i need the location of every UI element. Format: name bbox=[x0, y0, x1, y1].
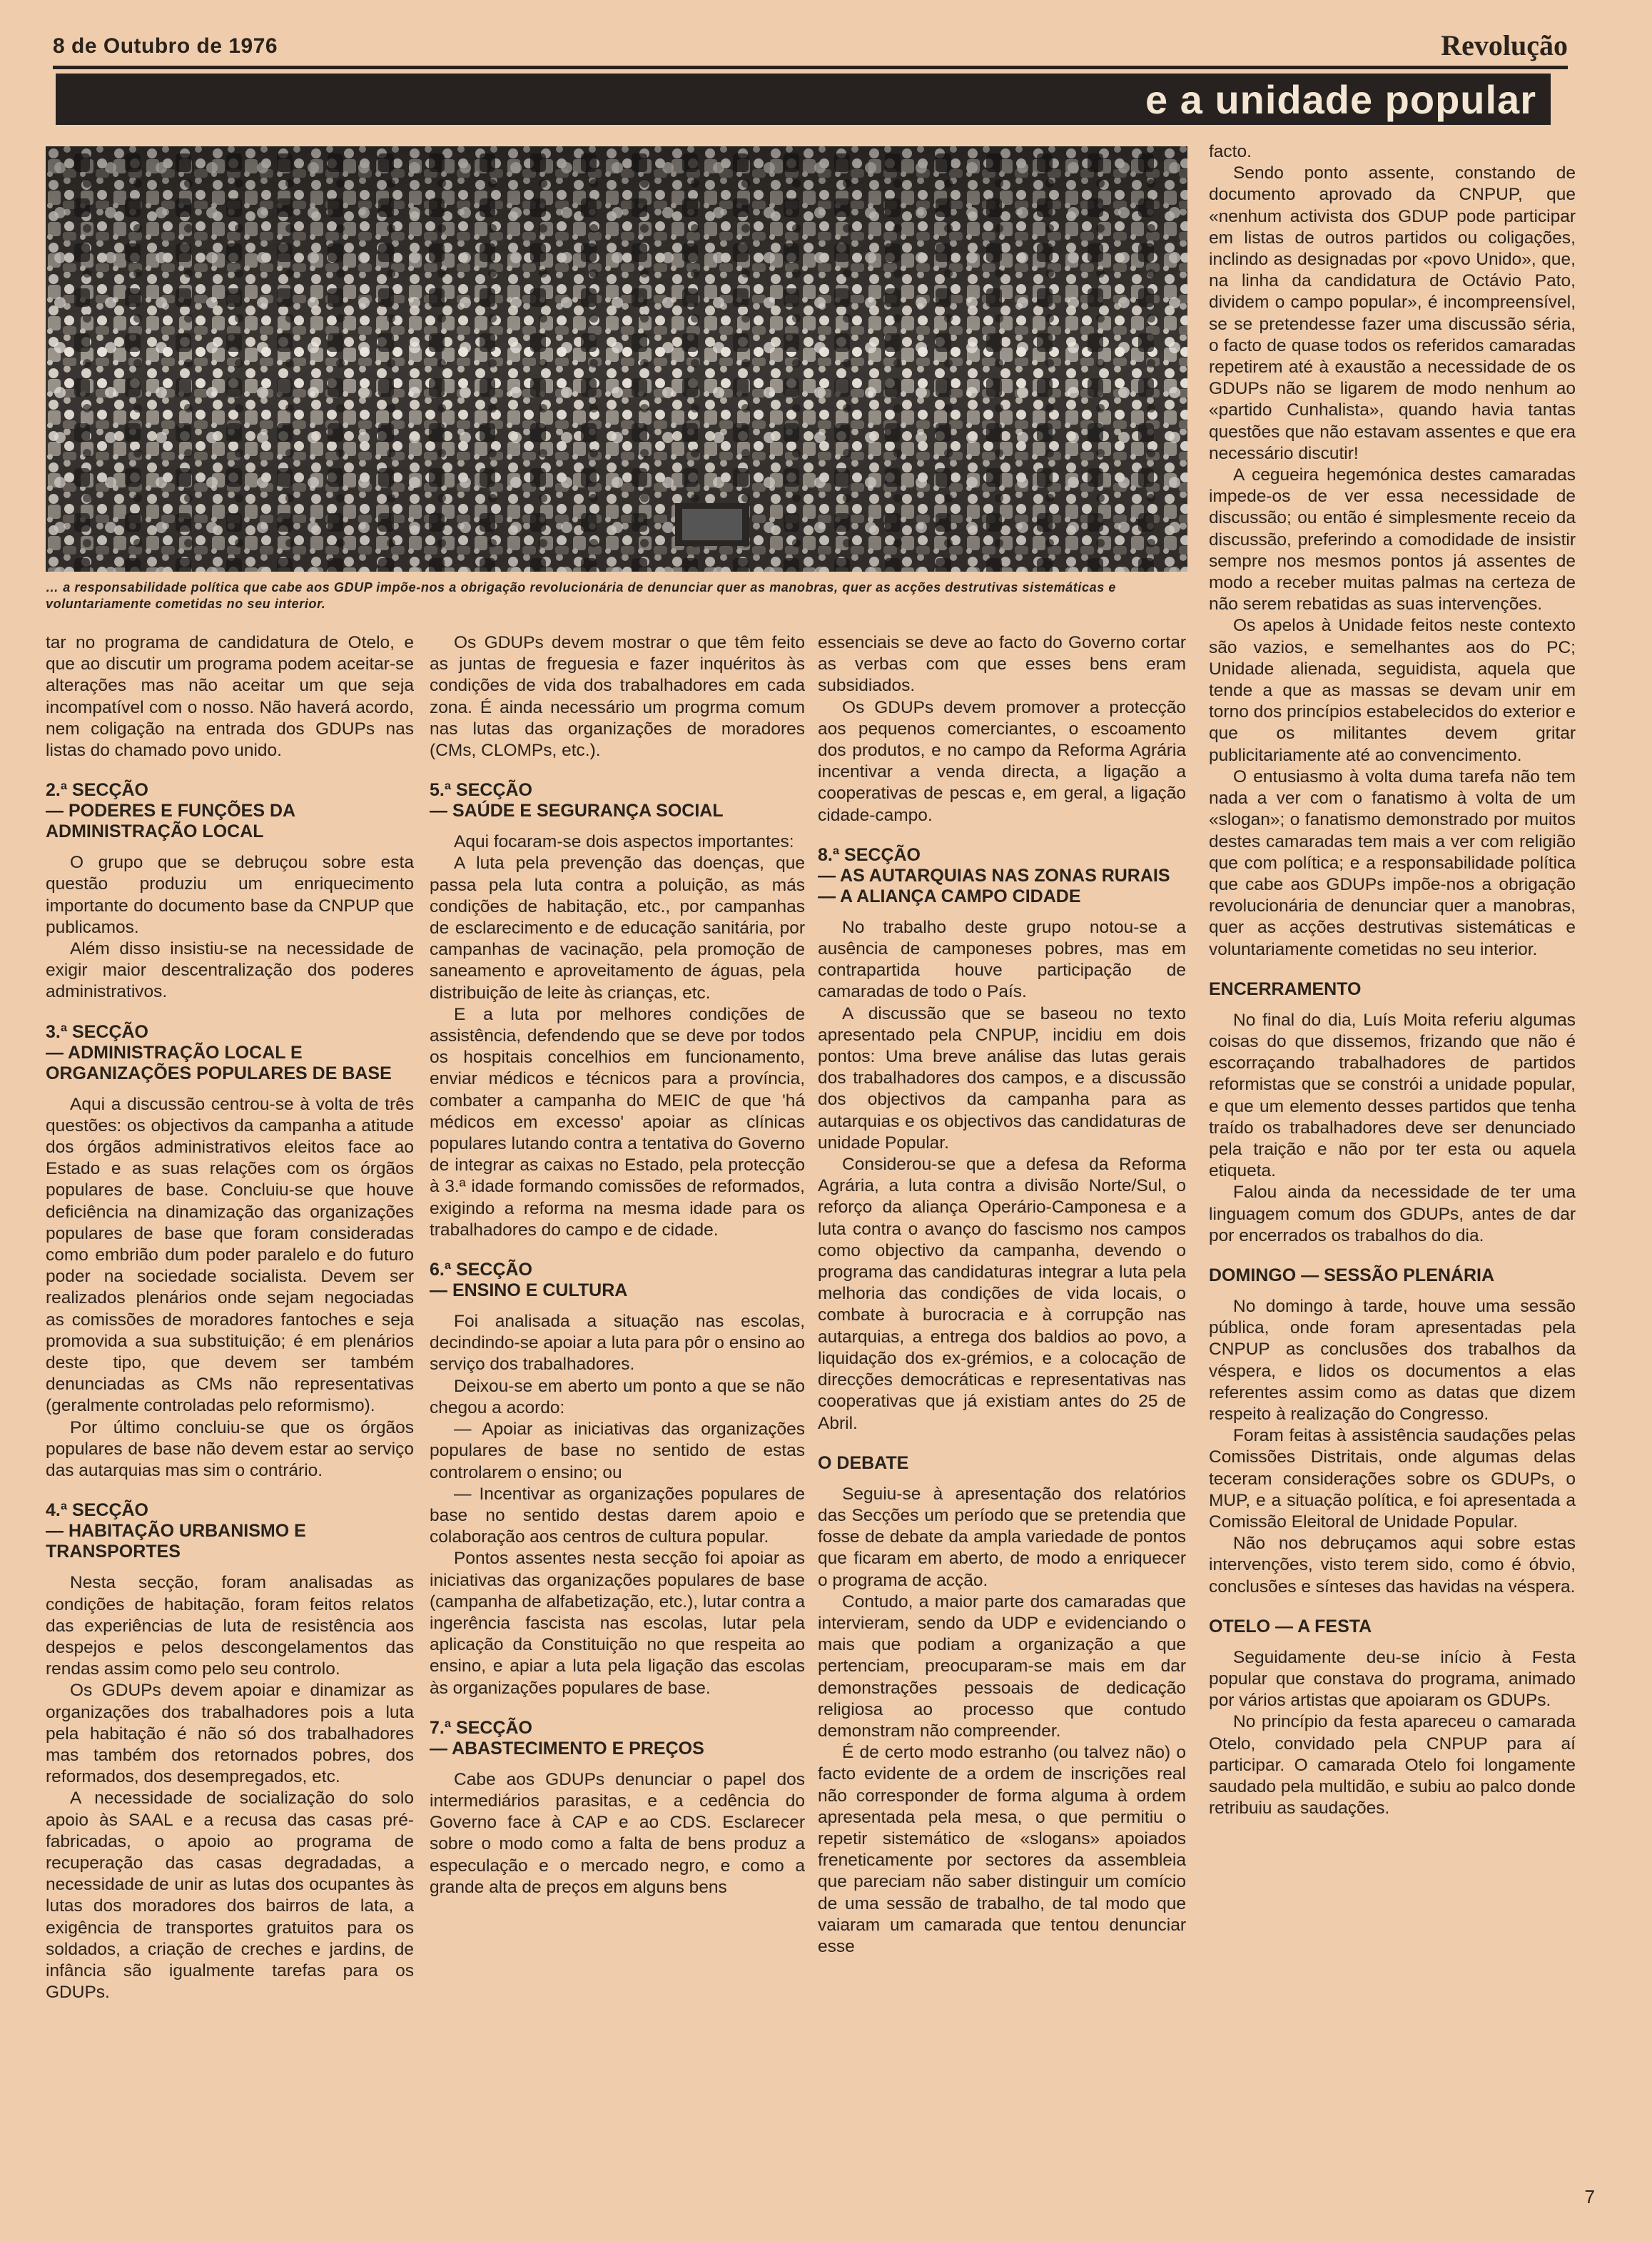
issue-date: 8 de Outubro de 1976 bbox=[53, 34, 278, 58]
paragraph: tar no programa de candidatura de Otelo, e que ao discutir um programa podem aceitar-se alterações mas não aceitar um que seja incompatível com o nosso. Não haverá acordo, nem coligação na entrada dos GDUPs nas listas do chamado povo unido. bbox=[46, 633, 414, 761]
photo-caption: … a responsabilidade política que cabe aos GDUP impõe-nos a obrigação revolucionária de denunciar quer as manobras, quer as acções destrutivas sistemáticas e voluntariamente cometidas no seu interior. bbox=[46, 580, 1117, 611]
page-number: 7 bbox=[1584, 2186, 1595, 2207]
section-heading: 8.ª SECÇÃO — AS AUTARQUIAS NAS ZONAS RURAIS — A ALIANÇA CAMPO CIDADE bbox=[818, 844, 1170, 906]
section-banner bbox=[56, 74, 1551, 125]
paragraph: Nesta secção, foram analisadas as condições de habitação, foram feitos relatos das experiências de luta de resistência aos despejos e pelos descongelamentos das rendas assim como pelo seu controlo. bbox=[46, 1573, 414, 1679]
paragraph: É de certo modo estranho (ou talvez não) o facto evidente de a ordem de inscrições real não corresponder de forma alguma à ordem apresentada pela mesa, o que permitiu o repetir sistemático de «slogans» apoiados freneticamente por sectores da assembleia que pareciam não saber distinguir um comício de uma sessão de trabalho, de tal modo que vaiaram um camarada que tentou denunciar esse bbox=[818, 1743, 1186, 1956]
paragraph: Os apelos à Unidade feitos neste contexto são vazios, e semelhantes aos do PC; Unidade alienada, seguidista, aquela que tende a que as massas se devam unir em torno dos princípios estabelecidos do exterior e que os militantes devem gritar publicitariamente até ao convencimento. bbox=[1209, 616, 1576, 765]
paragraph: Além disso insistiu-se na necessidade de exigir maior descentralização dos poderes administrativos. bbox=[46, 939, 414, 1002]
paragraph: facto. bbox=[1209, 142, 1252, 161]
section-heading: OTELO — A FESTA bbox=[1209, 1616, 1372, 1637]
crowd-photo bbox=[46, 146, 1187, 572]
paragraph: O entusiasmo à volta duma tarefa não tem nada a ver com o fanatismo à volta de um «slogan»; o fanatismo demonstrado por muitos destes camaradas tem mais a ver com religião que com política; e a responsabilidade política que cabe aos GDUPs impõe-nos a obrigação revolucionária de denunciar quer a manobras, quer as acções destrutivas sistemáticas e voluntariamente cometidas no seu interior. bbox=[1209, 767, 1576, 959]
paragraph: A luta pela prevenção das doenças, que passa pela luta contra a poluição, as más condições de habitação, etc., por campanhas de esclarecimento e de educação sanitária, por campanhas de vacinação, pela promoção de saneamento e aproveitamento de águas, pela distribuição de leite às crianças, etc. bbox=[430, 854, 805, 1003]
section-heading: 6.ª SECÇÃO — ENSINO E CULTURA bbox=[430, 1260, 628, 1301]
paragraph: Os GDUPs devem mostrar o que têm feito as juntas de freguesia e fazer inquéritos às condições de vida dos trabalhadores em cada zona. É ainda necessário um progrma comum nas lutas das organizações de moradores (CMs, CLOMPs, etc.). bbox=[430, 633, 805, 761]
paragraph: No trabalho deste grupo notou-se a ausência de camponeses pobres, mas em contrapartida houve participação de camaradas de todo o País. bbox=[818, 917, 1186, 1002]
paragraph: Seguiu-se à apresentação dos relatórios das Secções um período que se pretendia que fosse de debate da ampla variedade de pontos que ficaram em aberto, de modo a enriquecer o programa de acção. bbox=[818, 1484, 1186, 1590]
paragraph: Não nos debruçamos aqui sobre estas intervenções, visto terem sido, como é óbvio, conclusões e sínteses das havidas na véspera. bbox=[1209, 1534, 1576, 1597]
paragraph: — Apoiar as iniciativas das organizações populares de base no sentido de estas controlarem o ensino; ou bbox=[430, 1420, 805, 1482]
section-heading: 2.ª SECÇÃO — PODERES E FUNÇÕES DA ADMINISTRAÇÃO LOCAL bbox=[46, 780, 295, 842]
section-title: e a unidade popular bbox=[1145, 77, 1536, 122]
section-heading: ENCERRAMENTO bbox=[1209, 978, 1362, 999]
paragraph: Os GDUPs devem apoiar e dinamizar as organizações dos trabalhadores pois a luta pela habitação é não só dos trabalhadores mas também dos retornados pobres, dos reformados, dos desempregados, etc. bbox=[46, 1681, 414, 1787]
header-rule bbox=[53, 66, 1568, 69]
article-column-1 bbox=[46, 632, 414, 2003]
paragraph: Seguidamente deu-se início à Festa popular que constava do programa, animado por vários artistas que apoiaram os GDUPs. bbox=[1209, 1647, 1576, 1711]
paragraph: essenciais se deve ao facto do Governo cortar as verbas com que esses bens eram subsidiados. bbox=[818, 633, 1186, 696]
paragraph: — Incentivar as organizações populares de base no sentido destas darem apoio e colaboração aos centros de cultura popular. bbox=[430, 1484, 805, 1547]
paragraph: Pontos assentes nesta secção foi apoiar as iniciativas das organizações populares de base (campanha de alfabetização, etc.), lutar contra a ingerência fascista nas escolas, lutar pela aplicação da Constituição no que respeita ao ensino, e apiar a luta pela ligação das escolas às organizações populares de base. bbox=[430, 1549, 805, 1698]
section-heading: DOMINGO — SESSÃO PLENÁRIA bbox=[1209, 1265, 1495, 1285]
paragraph: Considerou-se que a defesa da Reforma Agrária, a luta contra a divisão Norte/Sul, o reforço da aliança Operário-Camponesa e a luta contra o avanço do fascismo nos campos como objectivo da campanha, devendo o programa das candidaturas integrar a luta pela melhoria das condições de vida locais, o combate à burocracia e à corrupção nas autarquias, a entrega dos baldios ao povo, a liquidação dos ex-grémios, e a colocação de direcções democráticas e representativas nas cooperativas que já existiam antes do 25 de Abril. bbox=[818, 1155, 1186, 1433]
paragraph: A cegueira hegemónica destes camaradas impede-os de ver essa necessidade de discussão; ou então é simplesmente receio da discussão, preferindo a comodidade de insistir sempre nos mesmos pontos já assentes de modo a receber muitas palmas na certeza de não serem rebatidas as suas intervenções. bbox=[1209, 465, 1576, 614]
section-heading: 3.ª SECÇÃO — ADMINISTRAÇÃO LOCAL E ORGANIZAÇÕES POPULARES DE BASE bbox=[46, 1021, 392, 1083]
paragraph: Foram feitas à assistência saudações pelas Comissões Distritais, onde algumas delas teceram considerações sobre os GDUPs, o MUP, e a situação política, e foi apresentada a Comissão Eleitoral de Unidade Popular. bbox=[1209, 1426, 1576, 1532]
section-heading: 7.ª SECÇÃO — ABASTECIMENTO E PREÇOS bbox=[430, 1717, 704, 1759]
article-column-2 bbox=[430, 632, 805, 1898]
paragraph: Por último concluiu-se que os órgãos populares de base não devem estar ao serviço das autarquias mas sim o contrário. bbox=[46, 1417, 414, 1481]
section-heading: 5.ª SECÇÃO — SAÚDE E SEGURANÇA SOCIAL bbox=[430, 780, 724, 821]
paragraph: A necessidade de socialização do solo apoio às SAAL e a recusa das casas pré-fabricadas, o apoio ao programa de recuperação das casas degradadas, a necessidade de unir as lutas dos ocupantes às lutas dos moradores dos bairros de lata, a exigência de transportes gratuitos para os soldados, a criação de creches e jardins, de infância são igualmente tarefas para os GDUPs. bbox=[46, 1789, 414, 2003]
paragraph: Aqui a discussão centrou-se à volta de três questões: os objectivos da campanha a atitude dos órgãos administrativos eleitos face ao Estado e as suas relações com os órgãos populares de base. Concluiu-se que houve deficiência na dinamização das organizações populares de base que foram consideradas como embrião dum poder paralelo e do futuro poder na sociedade socialista. Devem ser realizados plenários onde sejam negociadas as comissões de moradores fantoches e seja promovida a sua substituição; é em plenários deste tipo, que devem ser também denunciadas as CMs não representativas (geralmente controladas pelo reformismo). bbox=[46, 1094, 414, 1416]
paragraph: A discussão que se baseou no texto apresentado pela CNPUP, incidiu em dois pontos: Uma breve análise das lutas gerais dos trabalhadores dos campos, e a discussão dos objectivos da campanha para as autarquias e os objectivos das candidaturas de unidade Popular. bbox=[818, 1003, 1186, 1153]
article-column-4 bbox=[1209, 141, 1576, 1819]
paragraph: O grupo que se debruçou sobre esta questão produziu um enriquecimento importante do documento base da CNPUP que publicamos. bbox=[46, 853, 414, 937]
paragraph: No domingo à tarde, houve uma sessão pública, onde foram apresentadas pela CNPUP as conclusões dos trabalhos da véspera, e lidos os documentos a elas referentes assim como as datas que dizem respeito à realização do Congresso. bbox=[1209, 1296, 1576, 1424]
paragraph: No princípio da festa apareceu o camarada Otelo, convidado pela CNPUP para aí participar. O camarada Otelo foi longamente saudado pela multidão, e subiu ao palco donde retribuiu as saudações. bbox=[1209, 1712, 1576, 1818]
paragraph: No final do dia, Luís Moita referiu algumas coisas do que dissemos, frizando que não é escorraçando trabalhadores de partidos reformistas que se constrói a unidade popular, e que um elemento desses partidos que tenha traído os trabalhadores deve ser denunciado pela traição e não por ter esta ou aquela etiqueta. bbox=[1209, 1010, 1576, 1181]
paragraph: Sendo ponto assente, constando de documento aprovado da CNPUP, que «nenhum activista dos GDUP pode participar em listas de outros partidos ou coligações, inclindo as designadas por «povo Unido», que, na linha da candidatura de Octávio Pato, dividem o campo popular», é incompreensível, se se pretendesse fazer uma discussão séria, o facto de quase todos os referidos camaradas repetirem até à exaustão a necessidade de os GDUPs não se ligarem de modo nenhum ao «partido Cunhalista», quando havia tantas questões que não estavam assentes e que era necessário discutir! bbox=[1209, 163, 1576, 463]
paragraph: Os GDUPs devem promover a protecção aos pequenos comerciantes, o escoamento dos produtos, e no campo da Reforma Agrária incentivar a venda directa, a ligação a cooperativas de pescas e, em geral, a ligação cidade-campo. bbox=[818, 697, 1186, 825]
paragraph: E a luta por melhores condições de assistência, defendendo que se deve por todos os hospitais concelhios em funcionamento, enviar médicos e técnicos para a província, combater a campanha do MEIC de que 'há médicos em excesso' apoiar as clínicas populares lutando contra a tentativa do Governo de integrar as caixas no Estado, pela protecção à 3.ª idade formando comissões de reformados, exigindo a reforma na mesma idade para os trabalhadores do campo e de cidade. bbox=[430, 1004, 805, 1240]
article-column-3 bbox=[818, 632, 1186, 1958]
paragraph: Cabe aos GDUPs denunciar o papel dos intermediários parasitas, e a cedência do Governo face à CAP e ao CDS. Esclarecer sobre o modo como a falta de bens produz a especulação e o mercado negro, e como a grande alta de preços em alguns bens bbox=[430, 1769, 805, 1897]
paragraph: Falou ainda da necessidade de ter uma linguagem comum dos GDUPs, antes de dar por encerrados os trabalhos do dia. bbox=[1209, 1183, 1576, 1245]
paragraph: Foi analisada a situação nas escolas, decindindo-se apoiar a luta para pôr o ensino ao serviço dos trabalhadores. bbox=[430, 1312, 805, 1375]
paragraph: Aqui focaram-se dois aspectos importantes: bbox=[454, 832, 794, 852]
paragraph: Deixou-se em aberto um ponto a que se não chegou a acordo: bbox=[430, 1376, 805, 1417]
section-heading: O DEBATE bbox=[818, 1452, 909, 1473]
section-heading: 4.ª SECÇÃO — HABITAÇÃO URBANISMO E TRANSPORTES bbox=[46, 1500, 306, 1562]
newspaper-name: Revolução bbox=[1441, 29, 1568, 61]
paragraph: Contudo, a maior parte dos camaradas que intervieram, sendo da UDP e evidenciando o mais que podiam a organização a que pertenciam, preocuparam-se mais em dar demonstrações pessoais de dedicação religiosa ao processo que contudo demonstram não compreender. bbox=[818, 1592, 1186, 1741]
